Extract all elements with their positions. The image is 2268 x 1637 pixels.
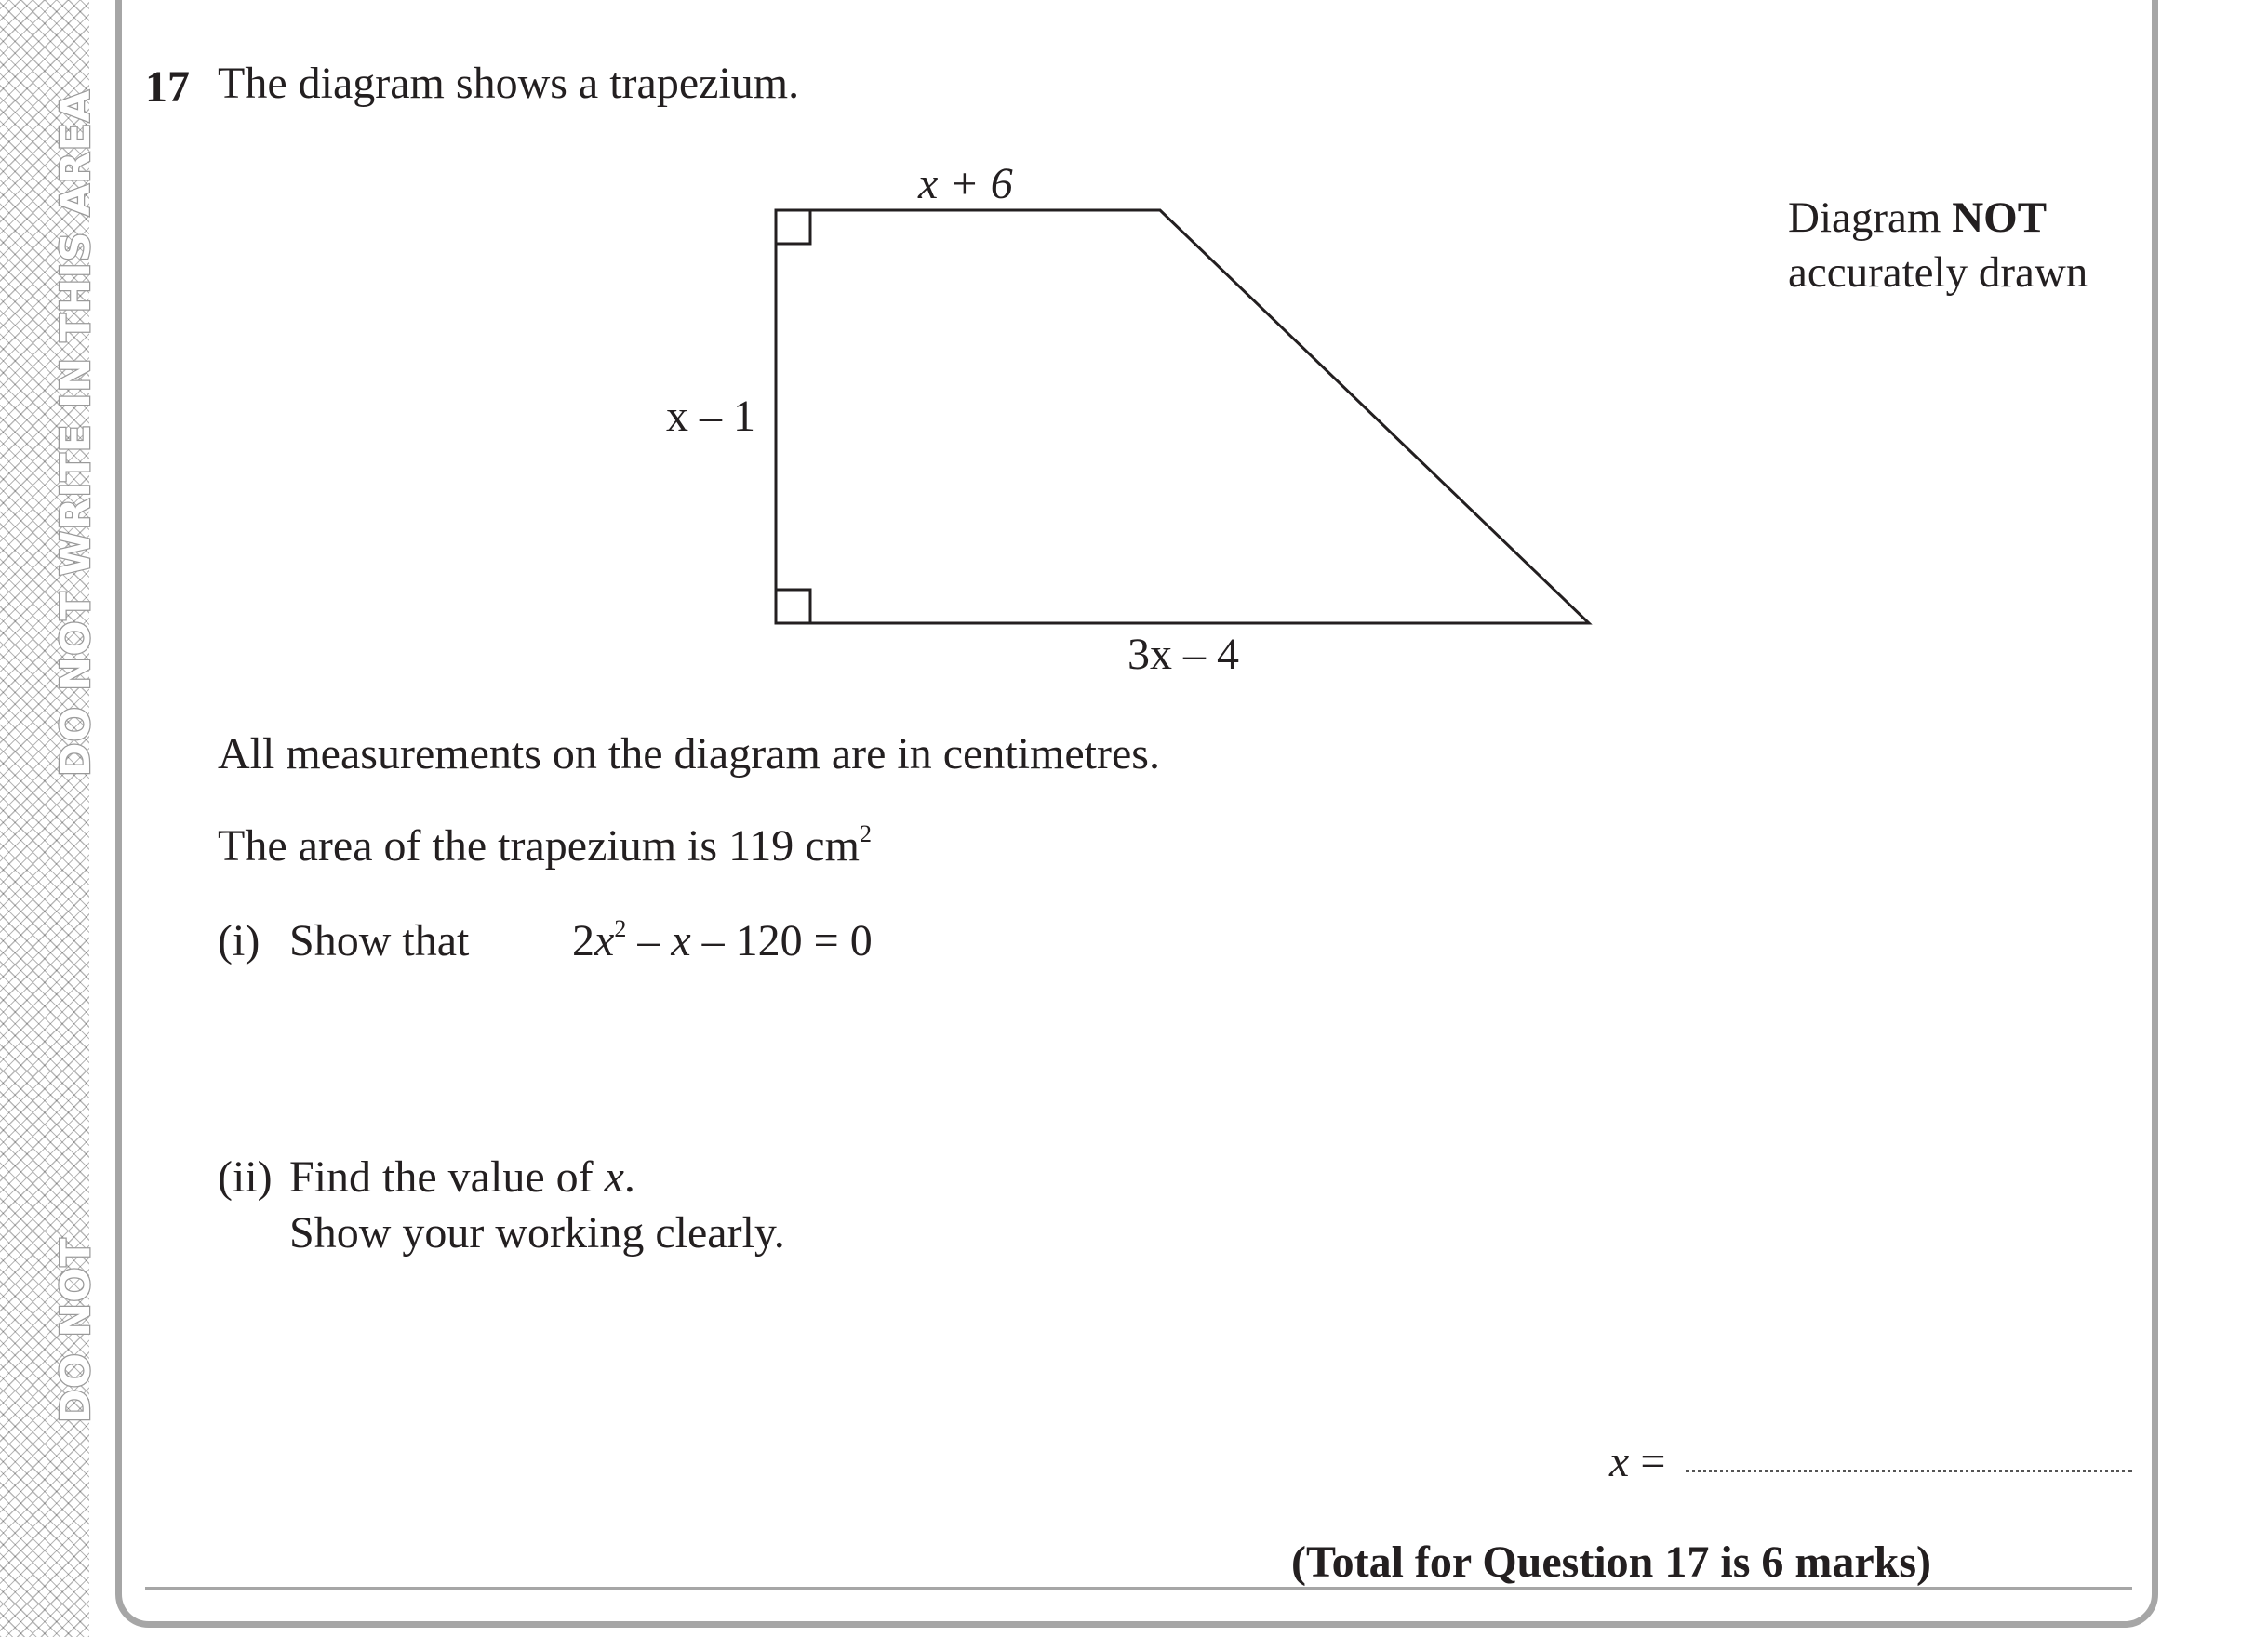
question-number: 17: [145, 62, 190, 112]
diagram-note-bold: NOT: [1952, 193, 2048, 242]
answer-label: [1609, 1437, 1666, 1486]
part-i-number: (i): [218, 916, 260, 965]
eq-sup: 2: [614, 915, 627, 942]
part-i-text: Show that: [289, 916, 470, 965]
right-angle-marker-bottom: [776, 590, 810, 623]
eq-coef: 2: [572, 916, 594, 965]
answer-line[interactable]: [1686, 1470, 2132, 1472]
eq-minus: –: [626, 916, 672, 965]
label-top-side-text: x + 6: [918, 159, 1013, 208]
part-ii-number: (ii): [218, 1152, 273, 1202]
answer-var: x: [1609, 1437, 1630, 1486]
trapezium-diagram: [0, 0, 2268, 707]
margin-warning-text: DO NOT WRITE IN THIS AREA: [52, 89, 100, 777]
diagram-note: [1788, 191, 2088, 300]
eq-var: x: [594, 916, 615, 965]
trapezium-shape: [776, 210, 1589, 623]
statement-area-text: The area of the trapezium is 119 cm: [218, 821, 860, 871]
answer-eq: =: [1629, 1437, 1666, 1486]
statement-area-sup: 2: [859, 820, 872, 847]
part-i-equation: [572, 915, 873, 965]
diagram-note-line1: Diagram: [1788, 193, 1941, 242]
right-angle-marker-top: [776, 210, 810, 244]
diagram-note-line2: accurately drawn: [1788, 248, 2088, 297]
statement-area: [218, 820, 872, 871]
label-bottom-side-text: 3x – 4: [1127, 630, 1239, 679]
eq-var2: x: [671, 916, 691, 965]
label-left-side: [666, 391, 755, 442]
eq-rest: – 120 = 0: [690, 916, 873, 965]
margin-warning-text-partial: DO NOT: [52, 1237, 100, 1423]
part-ii-text: [289, 1152, 635, 1202]
part-ii-instruction: Show your working clearly.: [289, 1208, 785, 1258]
total-marks: (Total for Question 17 is 6 marks): [1291, 1537, 1932, 1587]
label-top-side: [918, 158, 1013, 209]
label-bottom-side: [1127, 629, 1239, 680]
part-ii-prefix: Find the value of: [289, 1152, 605, 1202]
bottom-rule: [145, 1587, 2132, 1590]
part-ii-suffix: .: [623, 1152, 635, 1202]
question-title: The diagram shows a trapezium.: [218, 59, 800, 108]
statement-units: All measurements on the diagram are in centimetres.: [218, 729, 1160, 779]
part-ii-var: x: [604, 1152, 624, 1202]
label-left-side-text: x – 1: [666, 392, 755, 441]
